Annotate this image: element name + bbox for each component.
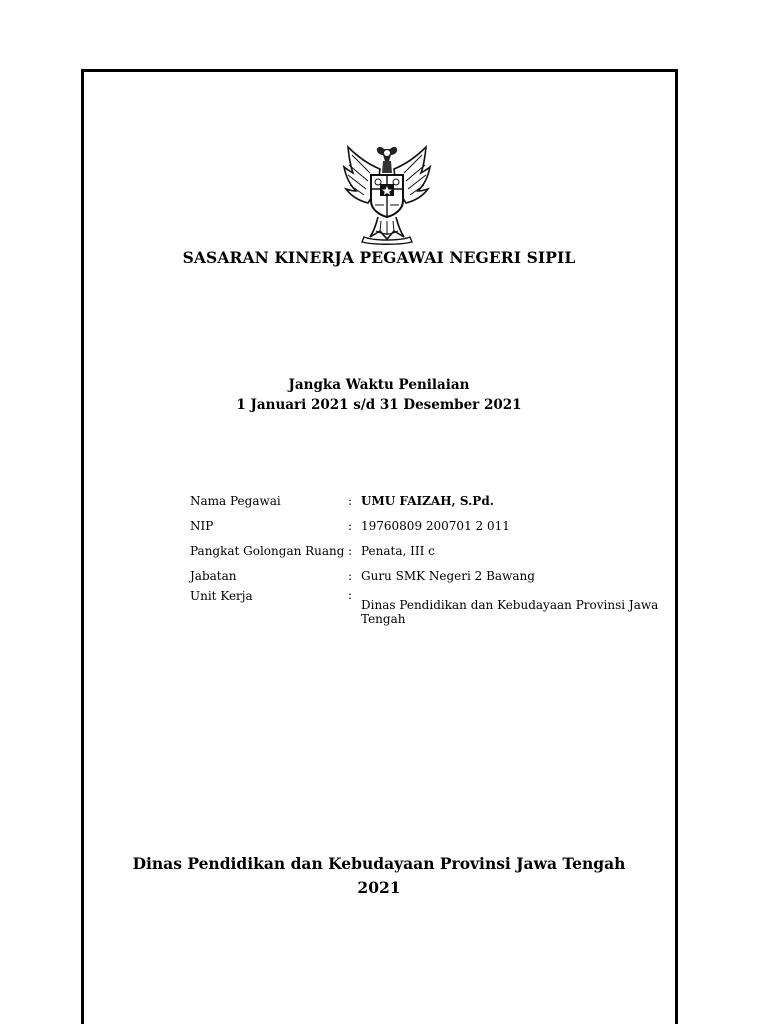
identity-value: Guru SMK Negeri 2 Bawang xyxy=(361,569,535,583)
identity-value: UMU FAIZAH, S.Pd. xyxy=(361,494,494,508)
document-title: SASARAN KINERJA PEGAWAI NEGERI SIPIL xyxy=(182,248,576,267)
garuda-emblem-icon xyxy=(340,143,434,245)
document-footer xyxy=(100,852,658,900)
identity-row-unit xyxy=(190,588,660,626)
identity-value: Dinas Pendidikan dan Kebudayaan Provinsi Jawa Tengah xyxy=(361,598,659,626)
identity-separator: : xyxy=(348,569,353,583)
identity-label: Unit Kerja xyxy=(190,589,253,603)
identity-value: 19760809 200701 2 011 xyxy=(361,519,510,533)
employee-identity xyxy=(190,494,660,626)
identity-row-nip xyxy=(190,519,660,544)
footer-agency: Dinas Pendidikan dan Kebudayaan Provinsi Jawa Tengah xyxy=(132,854,626,873)
identity-separator: : xyxy=(348,494,353,508)
identity-separator: : xyxy=(348,588,353,602)
identity-row-position xyxy=(190,569,660,594)
identity-row-name xyxy=(190,494,660,519)
identity-separator: : xyxy=(348,519,353,533)
identity-label: Pangkat Golongan Ruang xyxy=(190,544,345,558)
identity-label: NIP xyxy=(190,519,214,533)
period-heading: Jangka Waktu Penilaian xyxy=(288,377,470,393)
identity-label: Nama Pegawai xyxy=(190,494,281,508)
identity-label: Jabatan xyxy=(190,569,237,583)
identity-value: Penata, III c xyxy=(361,544,435,558)
identity-row-rank xyxy=(190,544,660,569)
period-range: 1 Januari 2021 s/d 31 Desember 2021 xyxy=(236,397,522,413)
identity-separator: : xyxy=(348,544,353,558)
footer-year: 2021 xyxy=(357,878,401,897)
assessment-period xyxy=(100,375,658,415)
